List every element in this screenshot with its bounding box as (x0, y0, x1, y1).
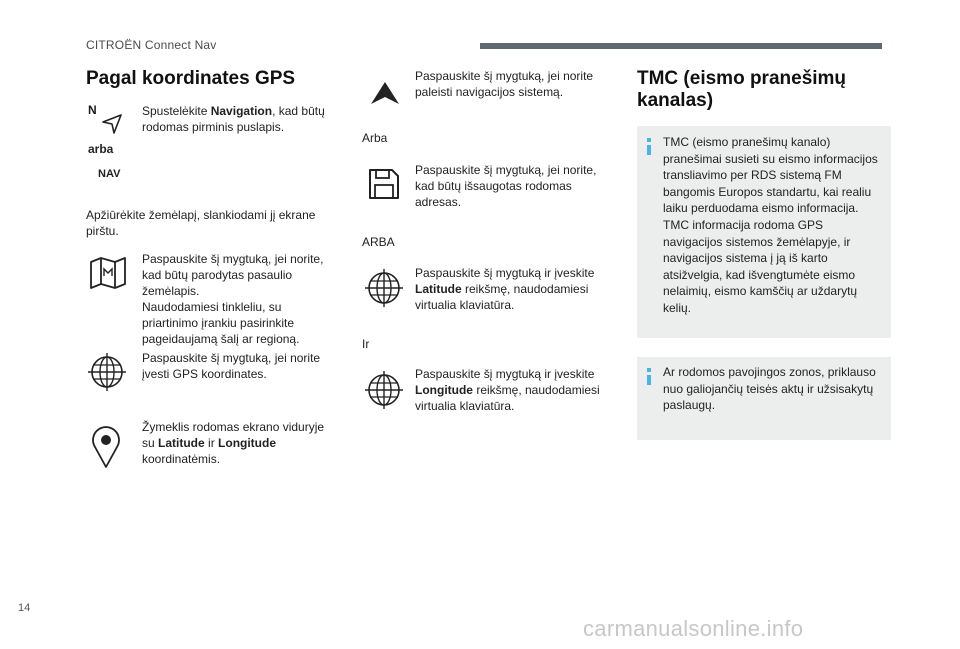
step-latitude-text: Paspauskite šį mygtuką ir įveskite Latitude reikšmę, naudodamiesi virtualia klaviatūra. (415, 266, 595, 312)
map-instruction-text: Apžiūrėkite žemėlapį, slankiodami jį ekrane pirštu. (86, 208, 316, 238)
info-box-dangerous-zones (637, 357, 891, 440)
save-icon (367, 167, 401, 201)
info-box-tmc-text: TMC (eismo pranešimų kanalo) pranešimai susieti su eismo informacijos transliavimo per RDS sistemą FM bangomis Europos standartu, kai realiu laiku perduodama eismo informacija. TMC informacija rodoma GPS navigacijos sistemos žemėlapyje, ir navigacijos sistema į ją iš karto atsižvelgia, kad išvengtumėte eismo nelaimių, eismo kamščių ar uždarytų kelių. (663, 135, 878, 315)
info-icon-2 (647, 368, 651, 372)
info-icon (647, 138, 651, 142)
arba-label-2: Arba (362, 131, 388, 145)
watermark: carmanualsonline.info (583, 616, 804, 641)
arba-label-3: ARBA (362, 235, 395, 249)
section-title-gps: Pagal koordinates GPS (86, 68, 296, 89)
step-marker-text: Žymeklis rodomas ekrano viduryje su Latitude ir Longitude koordinatėmis. (142, 420, 325, 466)
navigation-start-icon (368, 80, 402, 106)
document-header-title: CITROËN Connect Nav (86, 38, 217, 52)
ir-label: Ir (362, 337, 370, 351)
page-number: 14 (18, 602, 31, 614)
info-box-tmc (637, 126, 891, 338)
info-box-dangerous-zones-text: Ar rodomos pavojingos zonos, priklauso nuo galiojančių teisės aktų ir užsisakytų paslaugų. (663, 365, 876, 413)
arba-label: arba (88, 142, 114, 156)
nav-button-label: NAV (98, 168, 121, 180)
section-title-tmc: TMC (eismo pranešimų kanalas) (637, 68, 847, 111)
globe-icon-latitude (364, 268, 404, 308)
location-pin-icon (90, 425, 122, 469)
map-icon (88, 254, 128, 290)
step-start-navigation-text: Paspauskite šį mygtuką, jei norite paleisti navigacijos sistemą. (415, 69, 594, 99)
step-navigation-text: Spustelėkite Navigation, kad būtų rodomas pirminis puslapis. (142, 104, 325, 134)
step-gps-coordinates-text: Paspauskite šį mygtuką, jei norite įvesti GPS koordinates. (142, 351, 321, 381)
nav-north-letter: N (88, 103, 97, 117)
globe-icon-longitude (364, 370, 404, 410)
navigation-arrow-icon (84, 104, 124, 138)
step-save-address-text: Paspauskite šį mygtuką, jei norite, kad būtų išsaugotas rodomas adresas. (415, 163, 597, 209)
globe-icon (87, 352, 127, 392)
step-world-map-text: Paspauskite šį mygtuką, jei norite, kad būtų parodytas pasaulio žemėlapis. Naudodamiesi tinkleliu, su priartinimo įrankiu pasirinkite pageidaujamą šalį ar regioną. (142, 252, 324, 346)
header-bar (480, 43, 882, 49)
step-longitude-text: Paspauskite šį mygtuką ir įveskite Longitude reikšmę, naudodamiesi virtualia klaviatūra. (415, 367, 600, 413)
